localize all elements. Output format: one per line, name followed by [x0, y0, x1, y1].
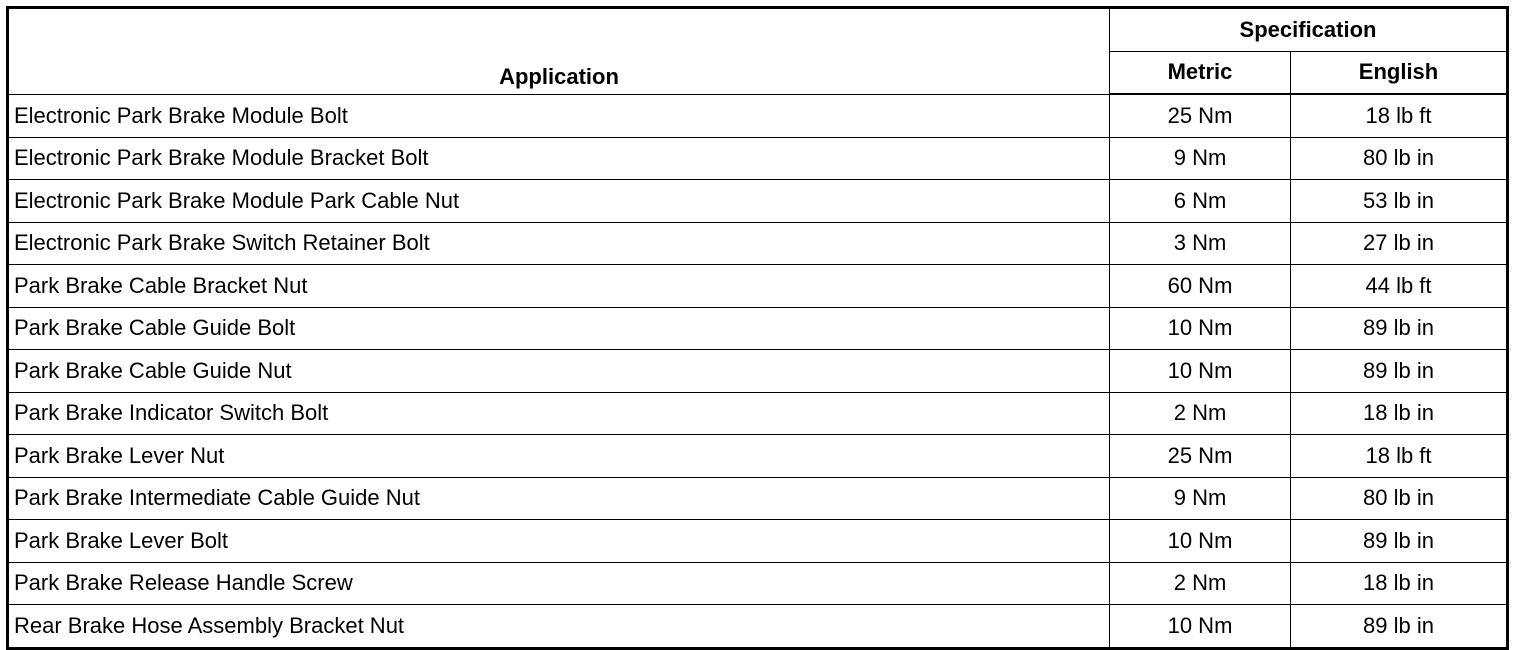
table-row	[8, 307, 1508, 350]
application-cell: Park Brake Release Handle Screw	[8, 562, 1110, 605]
metric-value-cell: 3 Nm	[1110, 222, 1291, 265]
metric-value-cell: 6 Nm	[1110, 180, 1291, 223]
table-row	[8, 435, 1508, 478]
application-cell: Park Brake Intermediate Cable Guide Nut	[8, 477, 1110, 520]
metric-value-cell: 10 Nm	[1110, 307, 1291, 350]
english-value-cell: 18 lb ft	[1291, 94, 1508, 137]
application-cell: Park Brake Cable Guide Bolt	[8, 307, 1110, 350]
table-body	[8, 94, 1508, 648]
header-row-top	[8, 8, 1508, 52]
metric-value-cell: 10 Nm	[1110, 350, 1291, 393]
specification-group-header: Specification	[1110, 8, 1508, 52]
application-cell: Electronic Park Brake Module Park Cable Nut	[8, 180, 1110, 223]
english-value-cell: 18 lb in	[1291, 392, 1508, 435]
application-cell: Park Brake Indicator Switch Bolt	[8, 392, 1110, 435]
english-value-cell: 53 lb in	[1291, 180, 1508, 223]
application-cell: Electronic Park Brake Module Bolt	[8, 94, 1110, 137]
table-row	[8, 392, 1508, 435]
table-row	[8, 265, 1508, 308]
metric-value-cell: 2 Nm	[1110, 562, 1291, 605]
english-value-cell: 27 lb in	[1291, 222, 1508, 265]
application-cell: Electronic Park Brake Switch Retainer Bolt	[8, 222, 1110, 265]
metric-value-cell: 10 Nm	[1110, 605, 1291, 649]
english-column-header: English	[1291, 51, 1508, 94]
table-row	[8, 222, 1508, 265]
metric-value-cell: 25 Nm	[1110, 94, 1291, 137]
table-row	[8, 94, 1508, 137]
application-cell: Park Brake Cable Bracket Nut	[8, 265, 1110, 308]
application-cell: Park Brake Lever Bolt	[8, 520, 1110, 563]
english-value-cell: 18 lb in	[1291, 562, 1508, 605]
application-cell: Electronic Park Brake Module Bracket Bolt	[8, 137, 1110, 180]
table-row	[8, 477, 1508, 520]
table-row	[8, 137, 1508, 180]
english-value-cell: 89 lb in	[1291, 307, 1508, 350]
metric-value-cell: 9 Nm	[1110, 137, 1291, 180]
fastener-spec-table	[6, 6, 1509, 650]
table-row	[8, 180, 1508, 223]
table-row	[8, 350, 1508, 393]
table-row	[8, 520, 1508, 563]
english-value-cell: 89 lb in	[1291, 605, 1508, 649]
metric-column-header: Metric	[1110, 51, 1291, 94]
table-row	[8, 605, 1508, 649]
application-column-header: Application	[8, 8, 1110, 95]
english-value-cell: 18 lb ft	[1291, 435, 1508, 478]
table-header	[8, 8, 1508, 95]
english-value-cell: 80 lb in	[1291, 137, 1508, 180]
english-value-cell: 89 lb in	[1291, 350, 1508, 393]
metric-value-cell: 2 Nm	[1110, 392, 1291, 435]
application-cell: Park Brake Lever Nut	[8, 435, 1110, 478]
english-value-cell: 44 lb ft	[1291, 265, 1508, 308]
metric-value-cell: 60 Nm	[1110, 265, 1291, 308]
application-cell: Park Brake Cable Guide Nut	[8, 350, 1110, 393]
application-cell: Rear Brake Hose Assembly Bracket Nut	[8, 605, 1110, 649]
metric-value-cell: 25 Nm	[1110, 435, 1291, 478]
english-value-cell: 80 lb in	[1291, 477, 1508, 520]
english-value-cell: 89 lb in	[1291, 520, 1508, 563]
table-row	[8, 562, 1508, 605]
metric-value-cell: 9 Nm	[1110, 477, 1291, 520]
metric-value-cell: 10 Nm	[1110, 520, 1291, 563]
